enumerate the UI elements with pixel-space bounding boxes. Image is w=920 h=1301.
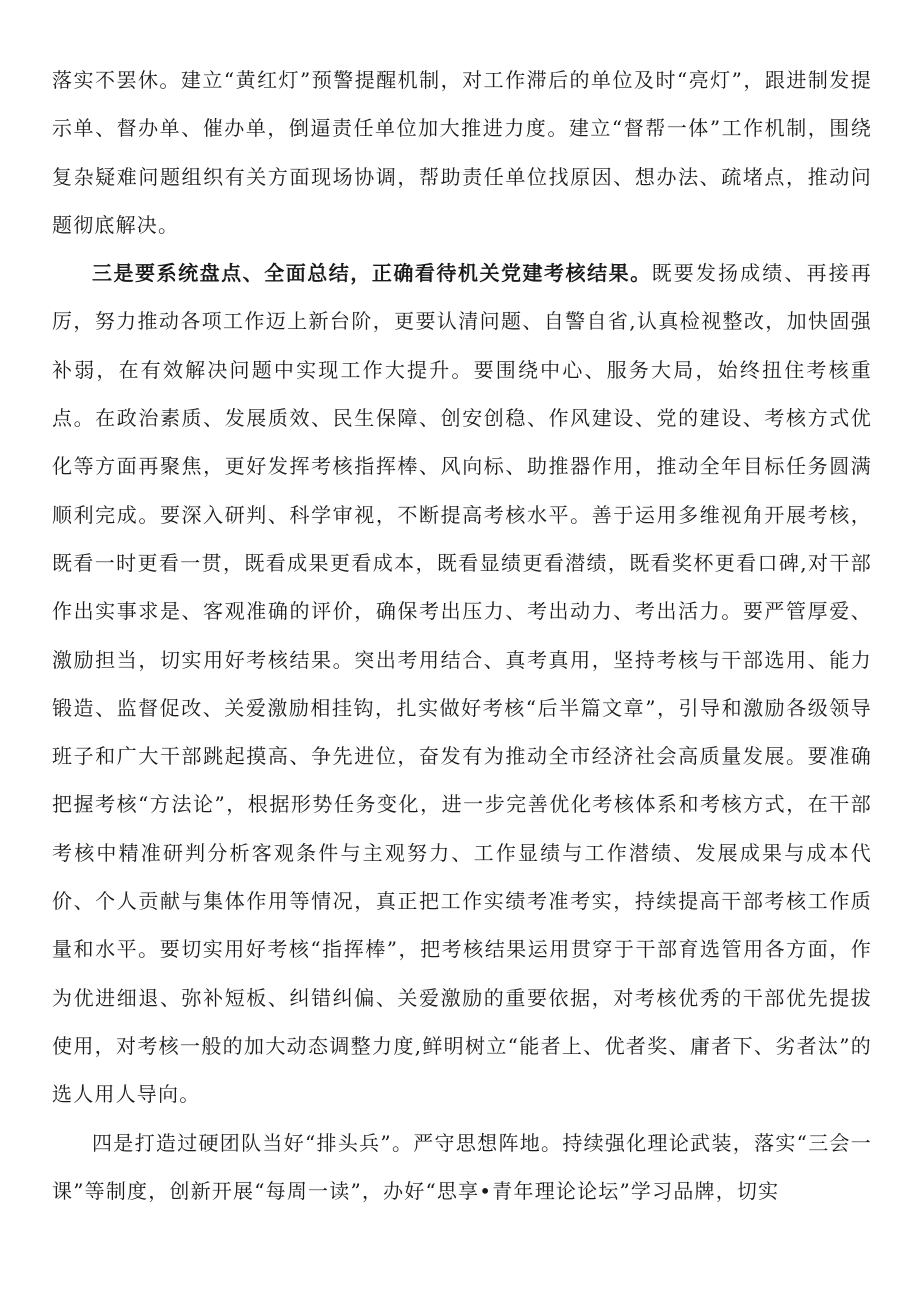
paragraph-section-three (52, 249, 872, 1118)
paragraph-text: 四是打造过硬团队当好“排头兵”。严守思想阵地。持续强化理论武装，落实“三会一课”等制度，创新开展“每周一读”，办好“思享•青年理论论坛”学习品牌，切实 (52, 1130, 872, 1203)
paragraph-lead-heading: 三是要系统盘点、全面总结，正确看待机关党建考核结果。 (92, 261, 652, 286)
paragraph-continuation (52, 56, 872, 249)
paragraph-text: 落实不罢休。建立“黄红灯”预警提醒机制，对工作滞后的单位及时“亮灯”，跟进制发提示单、督办单、催办单，倒逼责任单位加大推进力度。建立“督帮一体”工作机制，围绕复杂疑难问题组织有关方面现场协调，帮助责任单位找原因、想办法、疏堵点，推动问题彻底解决。 (52, 68, 872, 237)
paragraph-section-four (52, 1119, 872, 1216)
paragraph-text: 既要发扬成绩、再接再厉，努力推动各项工作迈上新台阶，更要认清问题、自警自省,认真检视整改，加快固强补弱，在有效解决问题中实现工作大提升。要围绕中心、服务大局，始终扭住考核重点。在政治素质、发展质效、民生保障、创安创稳、作风建设、党的建设、考核方式优化等方面再聚焦，更好发挥考核指挥棒、风向标、助推器作用，推动全年目标任务圆满顺利完成。要深入研判、科学审视，不断提高考核水平。善于运用多维视角开展考核，既看一时更看一贯，既看成果更看成本，既看显绩更看潜绩，既看奖杯更看口碑,对干部作出实事求是、客观准确的评价，确保考出压力、考出动力、考出活力。要严管厚爱、激励担当，切实用好考核结果。突出考用结合、真考真用，坚持考核与干部选用、能力锻造、监督促改、关爱激励相挂钩，扎实做好考核“后半篇文章”，引导和激励各级领导班子和广大干部跳起摸高、争先进位，奋发有为推动全市经济社会高质量发展。要准确把握考核“方法论”，根据形势任务变化，进一步完善优化考核体系和考核方式，在干部考核中精准研判分析客观条件与主观努力、工作显绩与工作潜绩、发展成果与成本代价、个人贡献与集体作用等情况，真正把工作实绩考准考实，持续提高干部考核工作质量和水平。要切实用好考核“指挥棒”，把考核结果运用贯穿于干部育选管用各方面，作为优进细退、弥补短板、纠错纠偏、关爱激励的重要依据，对考核优秀的干部优先提拔使用，对考核一般的加大动态调整力度,鲜明树立“能者上、优者奖、庸者下、劣者汰”的选人用人导向。 (52, 261, 873, 1107)
